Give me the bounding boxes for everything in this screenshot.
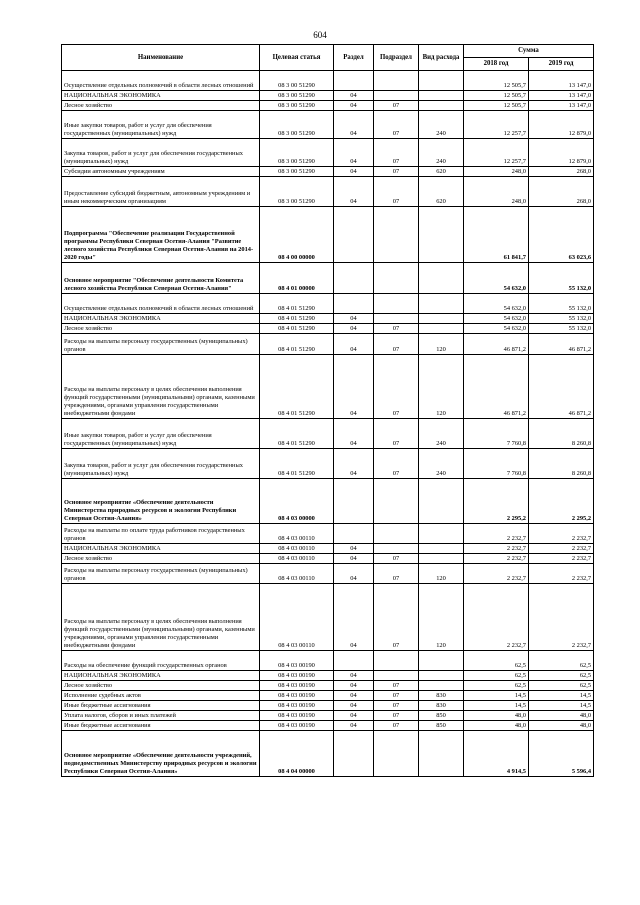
cell-section: 04 — [334, 139, 374, 167]
cell-expense-type — [419, 294, 464, 314]
cell-subsection: 07 — [374, 584, 419, 651]
cell-section: 04 — [334, 671, 374, 681]
table-row — [62, 167, 594, 177]
cell-expense-type: 620 — [419, 167, 464, 177]
cell-name: Иные бюджетные ассигнования — [62, 721, 260, 731]
table-row — [62, 263, 594, 294]
table-row — [62, 355, 594, 419]
cell-sum-2019: 2 232,7 — [529, 554, 594, 564]
cell-name: Основное мероприятие «Обеспечение деятельности Министерства природных ресурсов и экологии Республики Северная Осетия-Алания» — [62, 479, 260, 524]
cell-subsection: 07 — [374, 691, 419, 701]
table-row — [62, 91, 594, 101]
table-row — [62, 419, 594, 449]
table-row — [62, 544, 594, 554]
cell-expense-type — [419, 91, 464, 101]
cell-code: 08 4 01 51290 — [260, 355, 334, 419]
cell-sum-2019: 12 879,0 — [529, 139, 594, 167]
cell-subsection: 07 — [374, 681, 419, 691]
cell-sum-2018: 54 632,0 — [464, 314, 529, 324]
cell-sum-2018: 46 871,2 — [464, 334, 529, 355]
cell-sum-2018: 46 871,2 — [464, 355, 529, 419]
cell-subsection: 07 — [374, 554, 419, 564]
cell-section: 04 — [334, 701, 374, 711]
cell-sum-2018: 7 760,8 — [464, 449, 529, 479]
cell-expense-type: 850 — [419, 711, 464, 721]
cell-name: НАЦИОНАЛЬНАЯ ЭКОНОМИКА — [62, 671, 260, 681]
cell-subsection — [374, 651, 419, 671]
cell-expense-type: 120 — [419, 584, 464, 651]
cell-name: Осуществление отдельных полномочий в области лесных отношений — [62, 294, 260, 314]
cell-code: 08 4 04 00000 — [260, 731, 334, 777]
cell-name: Подпрограмма "Обеспечение реализации Государственной программы Республики Северная Осетия-Алания "Развитие лесного хозяйства Республики Северная Осетия-Алания на 2014-2020 годы" — [62, 207, 260, 263]
table-body — [62, 71, 594, 777]
cell-expense-type: 120 — [419, 334, 464, 355]
table-row — [62, 731, 594, 777]
cell-subsection — [374, 71, 419, 91]
cell-sum-2019: 46 871,2 — [529, 334, 594, 355]
cell-name: Лесное хозяйство — [62, 324, 260, 334]
cell-sum-2018: 12 505,7 — [464, 91, 529, 101]
cell-subsection: 07 — [374, 721, 419, 731]
cell-section: 04 — [334, 681, 374, 691]
cell-name: Закупка товаров, работ и услуг для обеспечения государственных (муниципальных) нужд — [62, 139, 260, 167]
cell-sum-2019: 8 260,8 — [529, 449, 594, 479]
cell-sum-2019: 13 147,0 — [529, 91, 594, 101]
cell-subsection: 07 — [374, 167, 419, 177]
cell-section — [334, 263, 374, 294]
table-row — [62, 681, 594, 691]
cell-section: 04 — [334, 554, 374, 564]
cell-name: Иные бюджетные ассигнования — [62, 701, 260, 711]
table-row — [62, 294, 594, 314]
cell-subsection: 07 — [374, 101, 419, 111]
cell-section: 04 — [334, 711, 374, 721]
cell-subsection: 07 — [374, 111, 419, 139]
cell-name: Уплата налогов, сборов и иных платежей — [62, 711, 260, 721]
table-row — [62, 524, 594, 544]
table-row — [62, 691, 594, 701]
cell-expense-type — [419, 101, 464, 111]
cell-subsection: 07 — [374, 701, 419, 711]
table-row — [62, 334, 594, 355]
cell-sum-2018: 62,5 — [464, 651, 529, 671]
cell-sum-2019: 2 232,7 — [529, 524, 594, 544]
cell-sum-2019: 62,5 — [529, 671, 594, 681]
cell-code: 08 4 03 00110 — [260, 584, 334, 651]
cell-section — [334, 731, 374, 777]
cell-name: Расходы на выплаты персоналу государственных (муниципальных) органов — [62, 334, 260, 355]
cell-code: 08 4 03 00190 — [260, 691, 334, 701]
page-number: 604 — [313, 30, 327, 40]
cell-expense-type — [419, 207, 464, 263]
cell-subsection — [374, 91, 419, 101]
cell-name: Закупка товаров, работ и услуг для обеспечения государственных (муниципальных) нужд — [62, 449, 260, 479]
cell-expense-type: 240 — [419, 139, 464, 167]
cell-subsection: 07 — [374, 177, 419, 207]
cell-code: 08 4 03 00190 — [260, 701, 334, 711]
cell-code: 08 4 03 00000 — [260, 479, 334, 524]
budget-table — [61, 44, 594, 777]
cell-sum-2019: 5 596,4 — [529, 731, 594, 777]
cell-code: 08 4 03 00190 — [260, 671, 334, 681]
cell-subsection — [374, 524, 419, 544]
cell-sum-2019: 62,5 — [529, 681, 594, 691]
cell-code: 08 3 00 51290 — [260, 139, 334, 167]
cell-code: 08 4 00 00000 — [260, 207, 334, 263]
cell-code: 08 4 01 51290 — [260, 419, 334, 449]
cell-sum-2018: 14,5 — [464, 691, 529, 701]
cell-code: 08 4 03 00190 — [260, 721, 334, 731]
cell-code: 08 3 00 51290 — [260, 111, 334, 139]
table-row — [62, 479, 594, 524]
cell-section: 04 — [334, 91, 374, 101]
cell-sum-2018: 12 505,7 — [464, 71, 529, 91]
cell-section — [334, 207, 374, 263]
cell-code: 08 3 00 51290 — [260, 91, 334, 101]
cell-name: Субсидии автономным учреждениям — [62, 167, 260, 177]
cell-code: 08 3 00 51290 — [260, 71, 334, 91]
cell-subsection — [374, 671, 419, 681]
cell-code: 08 4 01 51290 — [260, 324, 334, 334]
cell-section — [334, 524, 374, 544]
table-row — [62, 111, 594, 139]
cell-section: 04 — [334, 101, 374, 111]
table-row — [62, 314, 594, 324]
cell-code: 08 3 00 51290 — [260, 177, 334, 207]
cell-section — [334, 71, 374, 91]
table-row — [62, 554, 594, 564]
cell-name: Иные закупки товаров, работ и услуг для обеспечения государственных (муниципальных) нужд — [62, 111, 260, 139]
cell-code: 08 4 01 51290 — [260, 449, 334, 479]
cell-expense-type — [419, 544, 464, 554]
cell-section: 04 — [334, 111, 374, 139]
cell-expense-type: 120 — [419, 355, 464, 419]
cell-sum-2018: 54 632,0 — [464, 294, 529, 314]
cell-sum-2019: 13 147,0 — [529, 71, 594, 91]
cell-expense-type — [419, 524, 464, 544]
table-row — [62, 101, 594, 111]
cell-name: Расходы на обеспечение функций государственных органов — [62, 651, 260, 671]
cell-subsection: 07 — [374, 564, 419, 584]
cell-expense-type: 850 — [419, 721, 464, 731]
cell-code: 08 4 03 00110 — [260, 564, 334, 584]
cell-sum-2019: 2 232,7 — [529, 564, 594, 584]
cell-section — [334, 294, 374, 314]
cell-code: 08 4 01 00000 — [260, 263, 334, 294]
cell-section — [334, 479, 374, 524]
cell-sum-2019: 2 232,7 — [529, 584, 594, 651]
cell-subsection — [374, 263, 419, 294]
table-row — [62, 651, 594, 671]
cell-section: 04 — [334, 564, 374, 584]
table-header — [62, 45, 594, 71]
cell-name: НАЦИОНАЛЬНАЯ ЭКОНОМИКА — [62, 314, 260, 324]
cell-sum-2018: 4 914,5 — [464, 731, 529, 777]
cell-subsection — [374, 731, 419, 777]
cell-expense-type — [419, 731, 464, 777]
cell-subsection: 07 — [374, 334, 419, 355]
cell-sum-2018: 12 257,7 — [464, 139, 529, 167]
cell-sum-2019: 13 147,0 — [529, 101, 594, 111]
cell-sum-2018: 248,0 — [464, 177, 529, 207]
cell-code: 08 4 01 51290 — [260, 334, 334, 355]
cell-sum-2018: 61 841,7 — [464, 207, 529, 263]
cell-expense-type: 620 — [419, 177, 464, 207]
cell-sum-2018: 62,5 — [464, 681, 529, 691]
cell-expense-type: 240 — [419, 419, 464, 449]
cell-expense-type — [419, 671, 464, 681]
cell-expense-type — [419, 681, 464, 691]
cell-section: 04 — [334, 721, 374, 731]
cell-expense-type — [419, 314, 464, 324]
cell-sum-2019: 48,0 — [529, 711, 594, 721]
cell-code: 08 4 03 00190 — [260, 651, 334, 671]
cell-sum-2018: 2 232,7 — [464, 544, 529, 554]
cell-expense-type — [419, 479, 464, 524]
cell-section: 04 — [334, 314, 374, 324]
cell-sum-2018: 2 232,7 — [464, 564, 529, 584]
cell-sum-2019: 62,5 — [529, 651, 594, 671]
cell-name: Расходы на выплаты персоналу в целях обеспечения выполнения функций государственными (муниципальными) органами, казенными учреждениями, органами управления государственными внебюджетными фондами — [62, 355, 260, 419]
cell-sum-2018: 14,5 — [464, 701, 529, 711]
cell-expense-type — [419, 554, 464, 564]
table-row — [62, 207, 594, 263]
table-row — [62, 71, 594, 91]
cell-sum-2018: 2 295,2 — [464, 479, 529, 524]
cell-name: Расходы на выплаты персоналу государственных (муниципальных) органов — [62, 564, 260, 584]
cell-sum-2019: 55 132,0 — [529, 263, 594, 294]
cell-subsection: 07 — [374, 419, 419, 449]
cell-sum-2019: 2 232,7 — [529, 544, 594, 554]
table-row — [62, 139, 594, 167]
col-header-subsection: Подраздел — [374, 45, 419, 71]
table-row — [62, 711, 594, 721]
cell-sum-2018: 48,0 — [464, 711, 529, 721]
cell-section: 04 — [334, 334, 374, 355]
col-header-expense-type: Вид расхода — [419, 45, 464, 71]
cell-sum-2019: 14,5 — [529, 701, 594, 711]
cell-subsection — [374, 544, 419, 554]
cell-section: 04 — [334, 355, 374, 419]
cell-code: 08 3 00 51290 — [260, 167, 334, 177]
cell-code: 08 4 03 00190 — [260, 711, 334, 721]
table-row — [62, 324, 594, 334]
cell-subsection — [374, 207, 419, 263]
table-row — [62, 584, 594, 651]
cell-name: Лесное хозяйство — [62, 554, 260, 564]
cell-sum-2019: 55 132,0 — [529, 314, 594, 324]
cell-name: Исполнение судебных актов — [62, 691, 260, 701]
cell-subsection — [374, 479, 419, 524]
col-header-2019: 2019 год — [529, 58, 594, 71]
cell-code: 08 4 03 00110 — [260, 554, 334, 564]
cell-code: 08 3 00 51290 — [260, 101, 334, 111]
cell-sum-2018: 2 232,7 — [464, 554, 529, 564]
table-row — [62, 449, 594, 479]
cell-subsection: 07 — [374, 355, 419, 419]
col-header-2018: 2018 год — [464, 58, 529, 71]
cell-name: НАЦИОНАЛЬНАЯ ЭКОНОМИКА — [62, 544, 260, 554]
table-row — [62, 564, 594, 584]
cell-section: 04 — [334, 324, 374, 334]
cell-sum-2018: 7 760,8 — [464, 419, 529, 449]
table-row — [62, 671, 594, 681]
cell-code: 08 4 03 00110 — [260, 544, 334, 554]
cell-sum-2019: 46 871,2 — [529, 355, 594, 419]
cell-sum-2018: 48,0 — [464, 721, 529, 731]
cell-name: Иные закупки товаров, работ и услуг для обеспечения государственных (муниципальных) нужд — [62, 419, 260, 449]
cell-subsection: 07 — [374, 449, 419, 479]
cell-sum-2018: 2 232,7 — [464, 524, 529, 544]
cell-sum-2019: 55 132,0 — [529, 294, 594, 314]
cell-name: Основное мероприятие «Обеспечение деятельности учреждений, подведомственных Министерству природных ресурсов и экологии Республики Северная Осетия-Алания» — [62, 731, 260, 777]
cell-name: Осуществление отдельных полномочий в области лесных отношений — [62, 71, 260, 91]
cell-code: 08 4 03 00190 — [260, 681, 334, 691]
cell-section: 04 — [334, 584, 374, 651]
cell-expense-type: 830 — [419, 701, 464, 711]
cell-code: 08 4 03 00110 — [260, 524, 334, 544]
cell-sum-2019: 55 132,0 — [529, 324, 594, 334]
cell-section: 04 — [334, 544, 374, 554]
cell-sum-2019: 268,0 — [529, 167, 594, 177]
col-header-sum: Сумма — [464, 45, 594, 58]
cell-sum-2018: 2 232,7 — [464, 584, 529, 651]
cell-name: Лесное хозяйство — [62, 101, 260, 111]
cell-subsection: 07 — [374, 139, 419, 167]
cell-sum-2018: 54 632,0 — [464, 263, 529, 294]
col-header-code: Целевая статья — [260, 45, 334, 71]
cell-name: Расходы на выплаты по оплате труда работников государственных органов — [62, 524, 260, 544]
cell-section — [334, 651, 374, 671]
cell-expense-type — [419, 71, 464, 91]
cell-section: 04 — [334, 449, 374, 479]
cell-sum-2019: 8 260,8 — [529, 419, 594, 449]
cell-sum-2018: 248,0 — [464, 167, 529, 177]
cell-name: Предоставление субсидий бюджетным, автономным учреждениям и иным некоммерческим организациям — [62, 177, 260, 207]
cell-name: Лесное хозяйство — [62, 681, 260, 691]
cell-sum-2019: 268,0 — [529, 177, 594, 207]
col-header-section: Раздел — [334, 45, 374, 71]
cell-sum-2019: 63 023,6 — [529, 207, 594, 263]
cell-expense-type — [419, 324, 464, 334]
cell-section: 04 — [334, 177, 374, 207]
col-header-name: Наименование — [62, 45, 260, 71]
cell-subsection: 07 — [374, 324, 419, 334]
cell-expense-type: 240 — [419, 111, 464, 139]
cell-subsection: 07 — [374, 711, 419, 721]
table-row — [62, 721, 594, 731]
cell-subsection — [374, 314, 419, 324]
cell-expense-type: 240 — [419, 449, 464, 479]
cell-sum-2018: 62,5 — [464, 671, 529, 681]
cell-sum-2019: 14,5 — [529, 691, 594, 701]
cell-sum-2018: 12 257,7 — [464, 111, 529, 139]
cell-subsection — [374, 294, 419, 314]
cell-sum-2018: 54 632,0 — [464, 324, 529, 334]
cell-name: Расходы на выплаты персоналу в целях обеспечения выполнения функций государственными (муниципальными) органами, казенными учреждениями, органами управления государственными внебюджетными фондами — [62, 584, 260, 651]
cell-section: 04 — [334, 691, 374, 701]
cell-sum-2019: 48,0 — [529, 721, 594, 731]
cell-section: 04 — [334, 419, 374, 449]
cell-expense-type — [419, 263, 464, 294]
cell-sum-2019: 12 879,0 — [529, 111, 594, 139]
cell-section: 04 — [334, 167, 374, 177]
cell-code: 08 4 01 51290 — [260, 294, 334, 314]
cell-code: 08 4 01 51290 — [260, 314, 334, 324]
cell-name: НАЦИОНАЛЬНАЯ ЭКОНОМИКА — [62, 91, 260, 101]
cell-sum-2018: 12 505,7 — [464, 101, 529, 111]
cell-expense-type — [419, 651, 464, 671]
cell-sum-2019: 2 295,2 — [529, 479, 594, 524]
cell-name: Основное мероприятие "Обеспечение деятельности Комитета лесного хозяйства Республики Северная Осетия-Алания" — [62, 263, 260, 294]
cell-expense-type: 120 — [419, 564, 464, 584]
table-row — [62, 177, 594, 207]
cell-expense-type: 830 — [419, 691, 464, 701]
table-row — [62, 701, 594, 711]
